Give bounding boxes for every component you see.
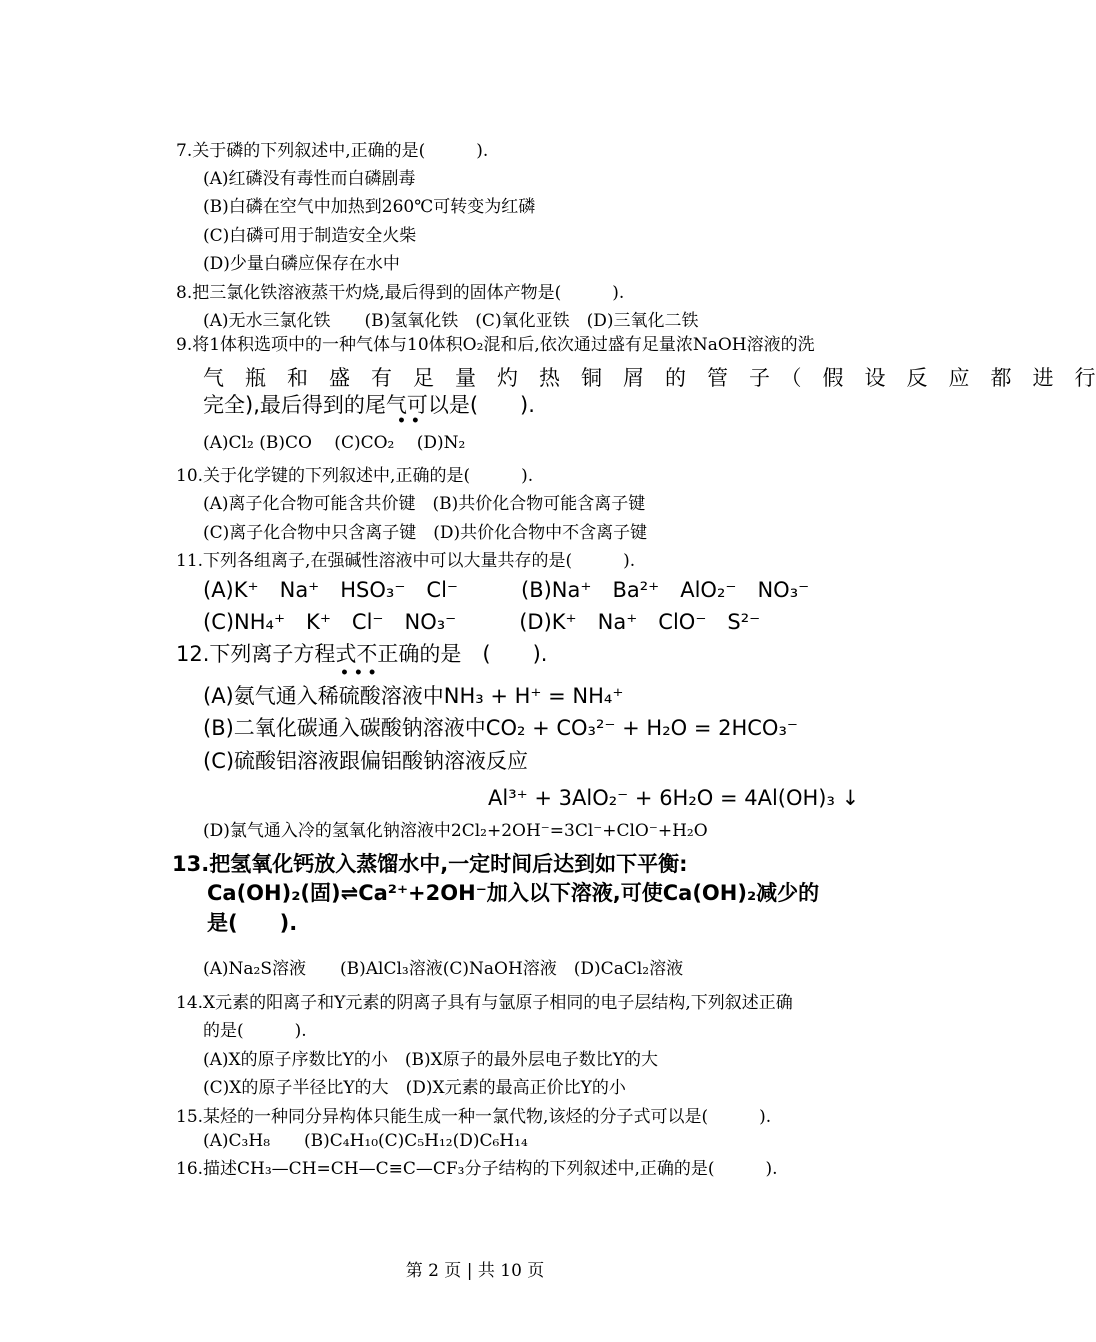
q12-option-b: (B)二氧化碳通入碳酸钠溶液中CO₂ + CO₃²⁻ + H₂O = 2HCO₃⁻ (203, 716, 798, 740)
page-footer: 第 2 页 | 共 10 页 (405, 1261, 545, 1281)
q10-options-cd: (C)离子化合物中只含离子键 (D)共价化合物中不含离子键 (203, 523, 648, 543)
q8-options: (A)无水三氯化铁 (B)氢氧化铁 (C)氧化亚铁 (D)三氧化二铁 (203, 311, 699, 331)
q14-stem-line2: 的是( ). (203, 1021, 307, 1041)
q14-options-cd: (C)X的原子半径比Y的大 (D)X元素的最高正价比Y的小 (203, 1078, 626, 1098)
q7-option-a: (A)红磷没有毒性而白磷剧毒 (203, 169, 416, 189)
q10-options-ab: (A)离子化合物可能含共价键 (B)共价化合物可能含离子键 (203, 494, 646, 514)
q12-option-c-equation: Al³⁺ + 3AlO₂⁻ + 6H₂O = 4Al(OH)₃ ↓ (488, 786, 860, 810)
q11-stem: 11.下列各组离子,在强碱性溶液中可以大量共存的是( ). (176, 551, 636, 571)
q15-options: (A)C₃H₈ (B)C₄H₁₀(C)C₅H₁₂(D)C₆H₁₄ (203, 1131, 528, 1151)
q12-option-d: (D)氯气通入冷的氢氧化钠溶液中2Cl₂+2OH⁻=3Cl⁻+ClO⁻+H₂O (203, 821, 708, 841)
q9-stem-line2: 气 瓶 和 盛 有 足 量 灼 热 铜 屑 的 管 子 （ 假 设 反 应 都 进 行 (203, 366, 1096, 390)
q11-options-ab: (A)K⁺ Na⁺ HSO₃⁻ Cl⁻ (B)Na⁺ Ba²⁺ AlO₂⁻ NO₃⁻ (203, 578, 810, 602)
q9-emphasis-dots: • • (397, 413, 420, 429)
q16-stem: 16.描述CH₃—CH=CH—C≡C—CF₃分子结构的下列叙述中,正确的是( ). (176, 1159, 778, 1179)
q12-option-c: (C)硫酸铝溶液跟偏铝酸钠溶液反应 (203, 749, 529, 773)
q13-options: (A)Na₂S溶液 (B)AlCl₃溶液(C)NaOH溶液 (D)CaCl₂溶液 (203, 959, 684, 979)
q13-stem-line2: Ca(OH)₂(固)⇌Ca²⁺+2OH⁻加入以下溶液,可使Ca(OH)₂减少的 (207, 881, 820, 905)
q7-stem: 7.关于磷的下列叙述中,正确的是( ). (176, 141, 489, 161)
q12-option-a: (A)氨气通入稀硫酸溶液中NH₃ + H⁺ = NH₄⁺ (203, 684, 624, 708)
q15-stem: 15.某烃的一种同分异构体只能生成一种一氯代物,该烃的分子式可以是( ). (176, 1107, 772, 1127)
q9-options: (A)Cl₂ (B)CO (C)CO₂ (D)N₂ (203, 433, 466, 453)
q7-option-c: (C)白磷可用于制造安全火柴 (203, 226, 417, 246)
q10-stem: 10.关于化学键的下列叙述中,正确的是( ). (176, 466, 534, 486)
q9-stem-line1: 9.将1体积选项中的一种气体与10体积O₂混和后,依次通过盛有足量浓NaOH溶液的洗 (176, 335, 815, 355)
q9-stem-line3: 完全),最后得到的尾气可以是( ). (203, 393, 535, 417)
q12-emphasis-dots: • • • (340, 665, 377, 681)
q13-stem-line3: 是( ). (207, 911, 298, 935)
q11-options-cd: (C)NH₄⁺ K⁺ Cl⁻ NO₃⁻ (D)K⁺ Na⁺ ClO⁻ S²⁻ (203, 610, 761, 634)
q14-options-ab: (A)X的原子序数比Y的小 (B)X原子的最外层电子数比Y的大 (203, 1050, 658, 1070)
q8-stem: 8.把三氯化铁溶液蒸干灼烧,最后得到的固体产物是( ). (176, 283, 625, 303)
q13-stem-line1: 13.把氢氧化钙放入蒸馏水中,一定时间后达到如下平衡: (172, 852, 688, 876)
q12-stem: 12.下列离子方程式不正确的是 ( ). (176, 642, 548, 666)
q7-option-b: (B)白磷在空气中加热到260℃可转变为红磷 (203, 197, 536, 217)
q14-stem-line1: 14.X元素的阳离子和Y元素的阴离子具有与氩原子相同的电子层结构,下列叙述正确 (176, 993, 793, 1013)
q7-option-d: (D)少量白磷应保存在水中 (203, 254, 400, 274)
